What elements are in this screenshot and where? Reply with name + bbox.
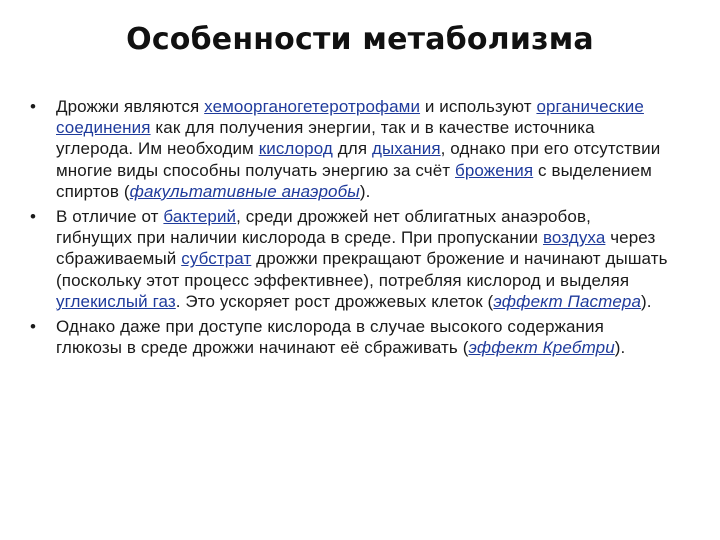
text-run: Однако даже при доступе кислорода в случае высокого содержания глюкозы в среде дрожжи начинают её сбраживать (: [56, 317, 604, 358]
bullet-item-3: [28, 316, 668, 358]
bullet-icon: •: [30, 97, 37, 116]
link-respiration[interactable]: дыхания: [371, 139, 441, 159]
link-substrate[interactable]: субстрат: [181, 249, 252, 269]
text-run: через сбраживаемый: [56, 228, 656, 269]
link-oxygen[interactable]: кислород: [258, 139, 333, 159]
text-run: дрожжи прекращают брожение и начинают дышать (поскольку этот процесс эффективнее), потребляя кислород и выделяя: [56, 249, 668, 290]
text-run: как для получения энергии, так и в качестве источника углерода. Им необходим: [56, 118, 595, 159]
text-run: ).: [359, 181, 371, 201]
text-run: ).: [614, 338, 626, 358]
link-fermentation[interactable]: брожения: [455, 160, 534, 180]
bullet-icon: •: [30, 317, 37, 337]
link-facultative-anaerobes[interactable]: факультативные анаэробы: [129, 181, 360, 201]
text-run: и используют: [420, 97, 537, 116]
link-crabtree-effect[interactable]: эффект Кребтри: [468, 338, 615, 358]
bullet-item-2: [28, 206, 668, 312]
bullet-item-1: [28, 96, 668, 202]
link-carbon-dioxide[interactable]: углекислый газ: [56, 291, 176, 311]
link-chemoorganoheterotrophs[interactable]: хемоорганогетеротрофами: [204, 97, 421, 116]
text-run: ).: [641, 291, 652, 311]
slide-title: Особенности метаболизма: [126, 22, 594, 57]
bullet-icon: •: [30, 207, 37, 227]
link-air[interactable]: воздуха: [542, 228, 606, 248]
link-bacteria[interactable]: бактерий: [163, 207, 237, 227]
text-run: для: [332, 139, 372, 159]
link-pasteur-effect[interactable]: эффект Пастера: [493, 291, 642, 311]
bullet-list: [28, 96, 668, 362]
text-run: , среди дрожжей нет облигатных анаэробов, гибнущих при наличии кислорода в среде. При пропускании: [56, 207, 591, 248]
text-run: . Это ускоряет рост дрожжевых клеток (: [175, 291, 494, 311]
text-run: Дрожжи являются: [56, 97, 205, 116]
text-run: с выделением спиртов (: [56, 160, 652, 201]
text-run: В отличие от: [56, 207, 164, 227]
link-organic-compounds[interactable]: органические соединения: [56, 97, 644, 138]
text-run: , однако при его отсутствии многие виды способны получать энергию за счёт: [56, 139, 661, 180]
